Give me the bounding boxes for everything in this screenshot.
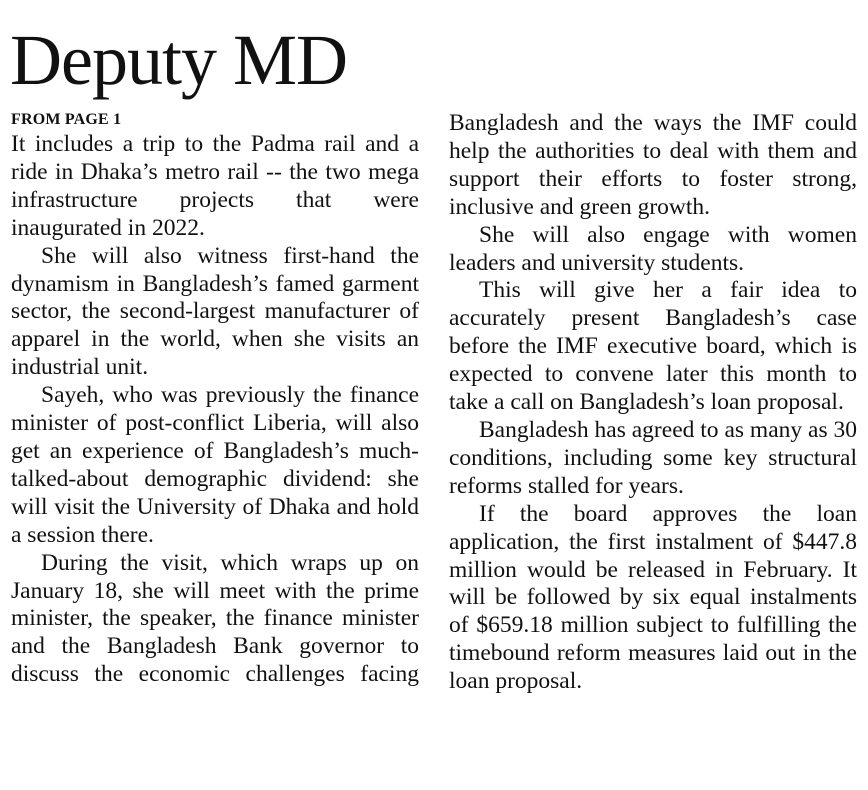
- article-paragraph: Sayeh, who was previously the finance minister of post-conflict Liberia, will also get an experience of Bangladesh’s much-talked-about demographic dividend: she will visit the University of Dhaka and hold a session there.: [11, 382, 419, 548]
- article-paragraph: If the board approves the loan application, the first instalment of $447.8 million would be released in February. It will be followed by six equal instalments of $659.18 million subject to fulfilling the timebound reform measures laid out in the loan proposal.: [449, 500, 857, 695]
- continued-from-label: FROM PAGE 1: [11, 111, 122, 128]
- article-paragraph: She will also witness first-hand the dynamism in Bangladesh’s famed garment sector, the second-largest manufacturer of apparel in the world, when she visits an industrial unit.: [11, 242, 419, 381]
- article-paragraph: She will also engage with women leaders and university students.: [449, 221, 857, 276]
- headline: Deputy MD: [10, 20, 347, 100]
- article-paragraph: It includes a trip to the Padma rail and a ride in Dhaka’s metro rail -- the two mega infrastructure projects that were inaugurated in 2022.: [11, 131, 419, 241]
- article-paragraph: Bangladesh has agreed to as many as 30 conditions, including some key structural reforms stalled for years.: [449, 416, 857, 499]
- article-paragraph: This will give her a fair idea to accurately present Bangladesh’s case before the IMF executive board, which is expected to convene later this month to take a call on Bangladesh’s loan proposal.: [449, 277, 857, 416]
- article-column-right: [449, 110, 857, 696]
- article-paragraph: During the visit, which wraps up on January 18, she will meet with the prime minister, the speaker, the finance minister and the Bangladesh Bank governor to discuss the economic challenges facing: [11, 549, 419, 688]
- article-paragraph: Bangladesh and the ways the IMF could help the authorities to deal with them and support their efforts to foster strong, inclusive and green growth.: [449, 110, 857, 220]
- article-column-left: [11, 110, 419, 689]
